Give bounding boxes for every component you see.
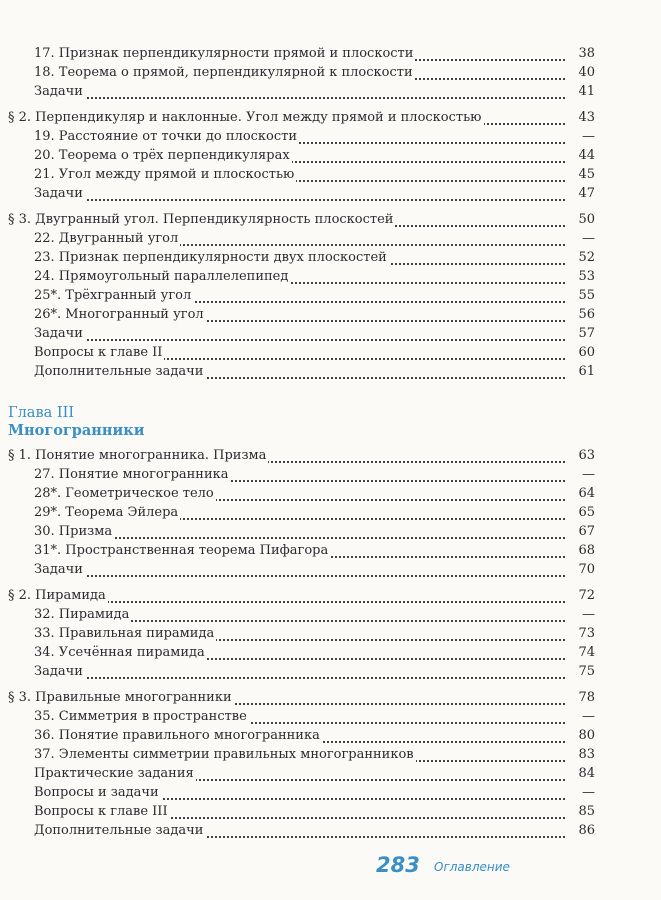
- entry-title: 27. Понятие многогранника: [34, 465, 231, 485]
- entry-page: —: [565, 605, 595, 625]
- entry-title: 30. Призма: [34, 522, 114, 542]
- entry-page: 47: [565, 184, 595, 204]
- entry-page: 41: [565, 82, 595, 102]
- entry-title: 34. Усечённая пирамида: [34, 643, 207, 663]
- section-page: 72: [565, 586, 595, 606]
- entry-page: 67: [565, 522, 595, 542]
- entry-title: Практические задания: [34, 764, 196, 784]
- entry-title: 24. Прямоугольный параллелепипед: [34, 267, 290, 287]
- entry-title: Задачи: [34, 82, 85, 102]
- toc-entry: [0, 82, 661, 102]
- entry-page: 73: [565, 624, 595, 644]
- entry-page: 44: [565, 146, 595, 166]
- entry-page: 70: [565, 560, 595, 580]
- entry-title: 22. Двугранный угол: [34, 229, 180, 249]
- entry-page: 56: [565, 305, 595, 325]
- entry-title: 32. Пирамида: [34, 605, 131, 625]
- chapter-title: Многогранники: [8, 422, 145, 439]
- entry-page: 40: [565, 63, 595, 83]
- entry-page: 86: [565, 821, 595, 841]
- entry-title: Задачи: [34, 184, 85, 204]
- entry-title: 31*. Пространственная теорема Пифагора: [34, 541, 330, 561]
- entry-page: 65: [565, 503, 595, 523]
- entry-page: 80: [565, 726, 595, 746]
- entry-page: 38: [565, 44, 595, 64]
- entry-page: 61: [565, 362, 595, 382]
- entry-title: Дополнительные задачи: [34, 362, 205, 382]
- entry-title: Вопросы и задачи: [34, 783, 161, 803]
- entry-title: 28*. Геометрическое тело: [34, 484, 216, 504]
- entry-page: 53: [565, 267, 595, 287]
- entry-page: 85: [565, 802, 595, 822]
- section-page: 78: [565, 688, 595, 708]
- leader-dots: [34, 657, 573, 679]
- section-title: § 3. Двугранный угол. Перпендикулярность плоскостей: [8, 210, 395, 230]
- entry-title: 23. Признак перпендикулярности двух плоскостей: [34, 248, 389, 268]
- entry-title: 33. Правильная пирамида: [34, 624, 216, 644]
- entry-page: 60: [565, 343, 595, 363]
- chapter-number: Глава III: [8, 405, 75, 421]
- entry-page: 57: [565, 324, 595, 344]
- entry-page: —: [565, 465, 595, 485]
- section-page: 50: [565, 210, 595, 230]
- entry-title: 37. Элементы симметрии правильных многогранников: [34, 745, 416, 765]
- entry-title: 19. Расстояние от точки до плоскости: [34, 127, 299, 147]
- toc-entry: [0, 821, 661, 841]
- entry-title: 25*. Трёхгранный угол: [34, 286, 193, 306]
- page-number: 283: [376, 853, 420, 877]
- leader-dots: [34, 179, 573, 201]
- entry-page: 83: [565, 745, 595, 765]
- entry-page: 68: [565, 541, 595, 561]
- entry-title: 26*. Многогранный угол: [34, 305, 206, 325]
- entry-page: 64: [565, 484, 595, 504]
- entry-page: —: [565, 127, 595, 147]
- toc-entry: [0, 662, 661, 682]
- entry-title: 17. Признак перпендикулярности прямой и плоскости: [34, 44, 415, 64]
- entry-title: Задачи: [34, 560, 85, 580]
- entry-page: 45: [565, 165, 595, 185]
- entry-title: 20. Теорема о трёх перпендикулярах: [34, 146, 292, 166]
- entry-title: Вопросы к главе III: [34, 802, 170, 822]
- section-title: § 2. Перпендикуляр и наклонные. Угол между прямой и плоскостью: [8, 108, 484, 128]
- entry-title: Задачи: [34, 662, 85, 682]
- entry-title: 36. Понятие правильного многогранника: [34, 726, 322, 746]
- section-title: § 2. Пирамида: [8, 586, 108, 606]
- entry-page: 52: [565, 248, 595, 268]
- entry-title: 21. Угол между прямой и плоскостью: [34, 165, 296, 185]
- section-page: 43: [565, 108, 595, 128]
- entry-page: 55: [565, 286, 595, 306]
- leader-dots: [34, 555, 573, 577]
- entry-title: Вопросы к главе II: [34, 343, 164, 363]
- section-page: 63: [565, 446, 595, 466]
- entry-page: —: [565, 707, 595, 727]
- toc-entry: [0, 362, 661, 382]
- toc-entry: [0, 184, 661, 204]
- section-title: § 3. Правильные многогранники: [8, 688, 234, 708]
- entry-title: 29*. Теорема Эйлера: [34, 503, 180, 523]
- entry-page: 74: [565, 643, 595, 663]
- entry-page: —: [565, 229, 595, 249]
- entry-title: 35. Симметрия в пространстве: [34, 707, 249, 727]
- toc-entry: [0, 560, 661, 580]
- entry-title: Задачи: [34, 324, 85, 344]
- entry-page: 84: [565, 764, 595, 784]
- entry-page: 75: [565, 662, 595, 682]
- running-footer-title: Оглавление: [434, 860, 510, 874]
- leader-dots: [34, 77, 573, 99]
- section-title: § 1. Понятие многогранника. Призма: [8, 446, 268, 466]
- entry-page: —: [565, 783, 595, 803]
- entry-title: Дополнительные задачи: [34, 821, 205, 841]
- entry-title: 18. Теорема о прямой, перпендикулярной к плоскости: [34, 63, 415, 83]
